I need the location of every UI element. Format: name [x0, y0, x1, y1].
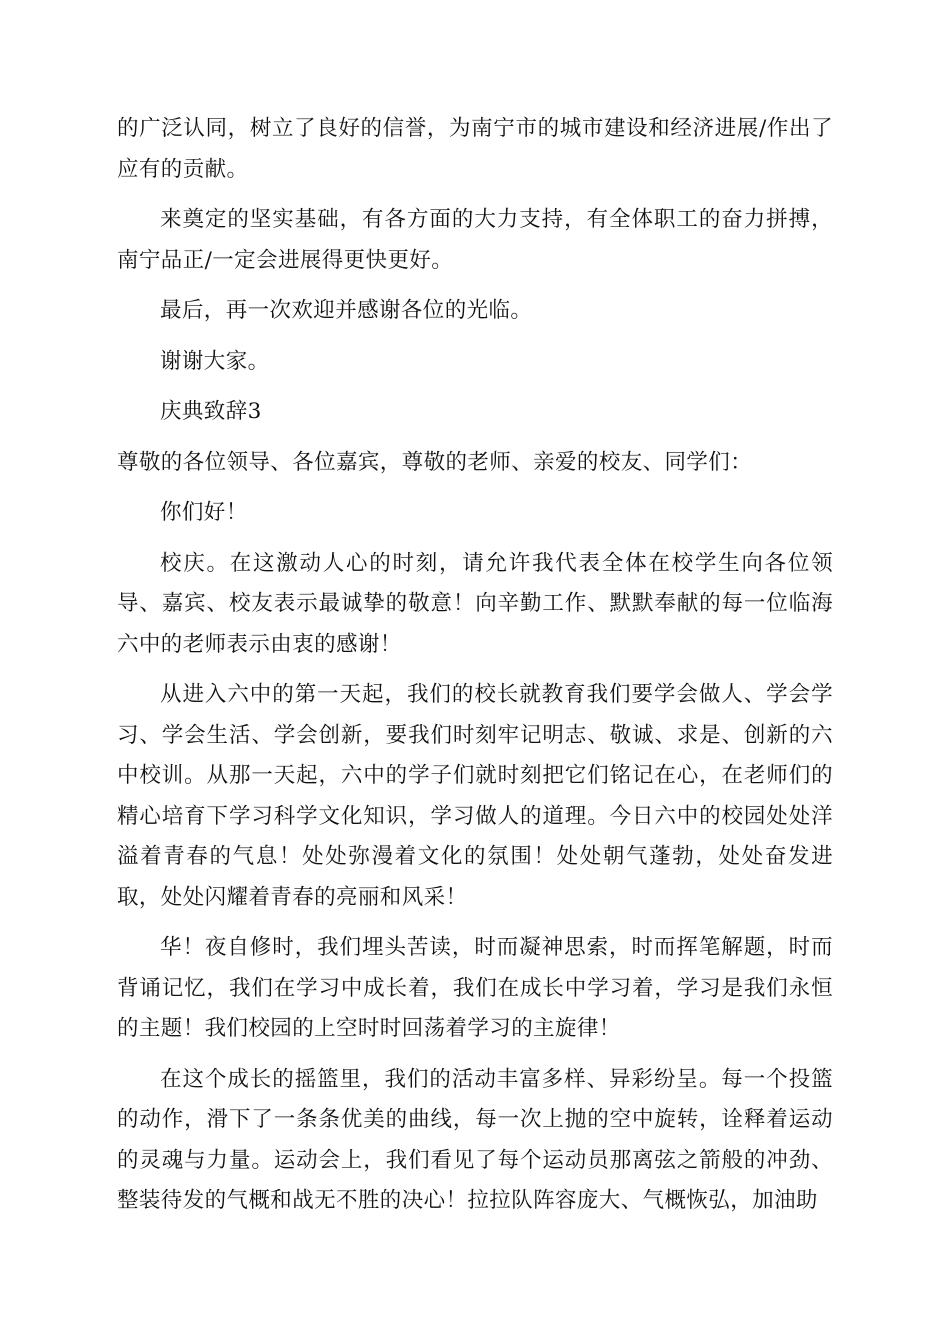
paragraph-3: 最后，再一次欢迎并感谢各位的光临。 — [160, 298, 533, 323]
section-heading: 庆典致辞3 — [160, 399, 262, 424]
greeting: 你们好！ — [160, 500, 248, 525]
paragraph-2: 来奠定的坚实基础，有各方面的大力支持，有全体职工的奋力拼搏，南宁品正/一定会进展得更快更好。 — [117, 207, 833, 273]
paragraph-9: 从进入六中的第一天起，我们的校长就教育我们要学会做人、学会学习、学会生活、学会创新，要我们时刻牢记明志、敬诚、求是、创新的六中校训。从那一天起，六中的学子们就时刻把它们铭记在心，在老师们的精心培育下学习科学文化知识，学习做人的道理。今日六中的校园处处洋溢着青春的气息！处处弥漫着文化的氛围！处处朝气蓬勃，处处奋发进取，处处闪耀着青春的亮丽和风采！ — [117, 682, 833, 910]
document-page — [117, 109, 833, 1232]
paragraph-8: 校庆。在这激动人心的时刻，请允许我代表全体在校学生向各位领导、嘉宾、校友表示最诚挚的敬意！向辛勤工作、默默奉献的每一位临海六中的老师表示由衷的感谢！ — [117, 550, 833, 657]
paragraph-10: 华！夜自修时，我们埋头苦读，时而凝神思索，时而挥笔解题，时而背诵记忆，我们在学习中成长着，我们在成长中学习着，学习是我们永恒的主题！我们校园的上空时时回荡着学习的主旋律！ — [117, 935, 833, 1041]
paragraph-1: 的广泛认同，树立了良好的信誉，为南宁市的城市建设和经济进展/作出了应有的贡献。 — [117, 116, 833, 182]
paragraph-4: 谢谢大家。 — [160, 348, 270, 374]
salutation: 尊敬的各位领导、各位嘉宾，尊敬的老师、亲爱的校友、同学们： — [117, 449, 753, 475]
paragraph-11: 在这个成长的摇篮里，我们的活动丰富多样、异彩纷呈。每一个投篮的动作，滑下了一条条优美的曲线，每一次上抛的空中旋转，诠释着运动的灵魂与力量。运动会上，我们看见了每个运动员那离弦之箭般的冲劲、整装待发的气概和战无不胜的决心！拉拉队阵容庞大、气概恢弘，加油助 — [117, 1066, 833, 1213]
